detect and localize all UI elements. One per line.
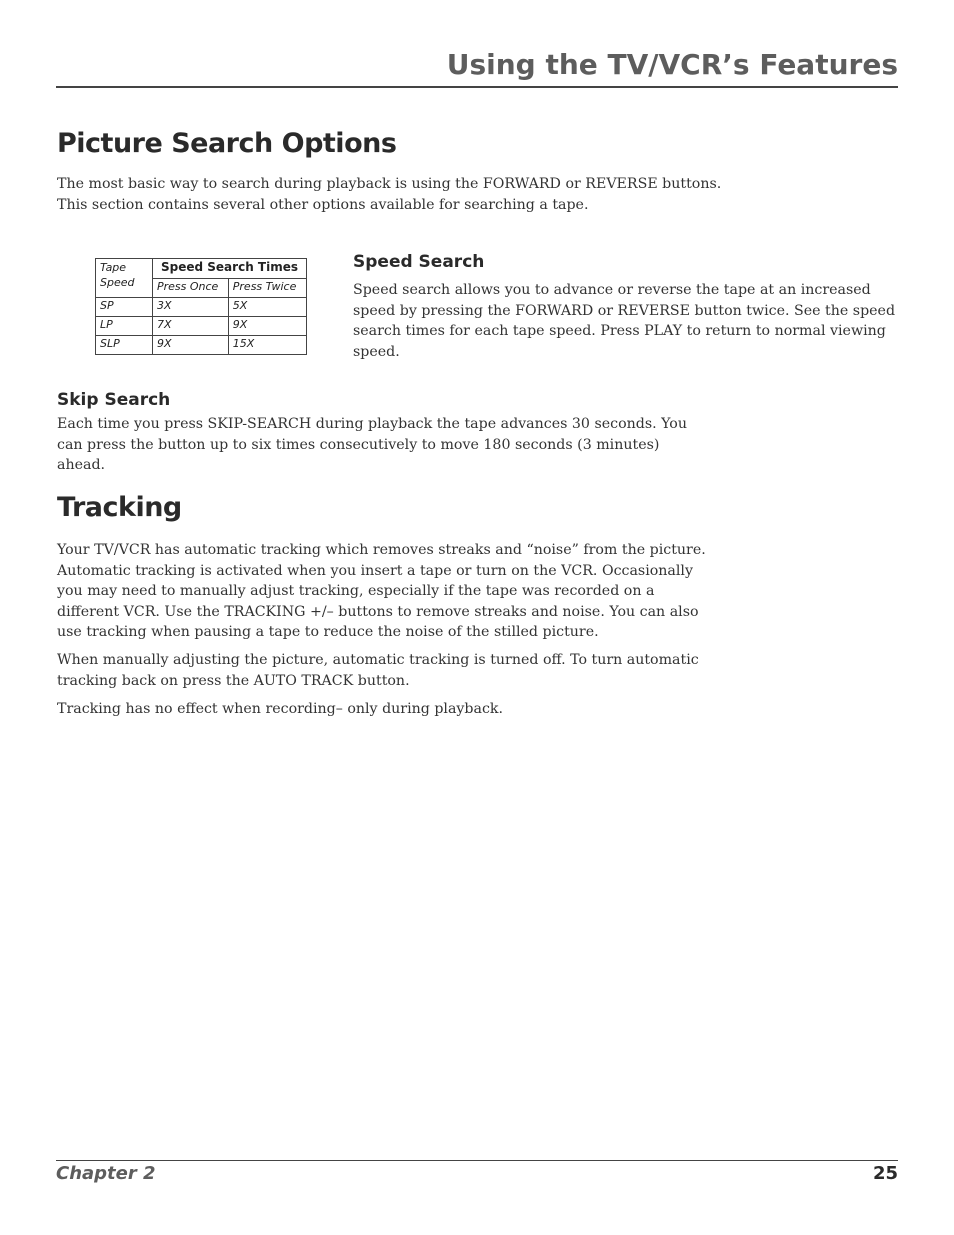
speed-search-body: Speed search allows you to advance or reverse the tape at an increased speed by pressing the FORWARD or REVERSE button twice. See the speed search times for each tape speed. Press PLAY to return to normal viewing speed. bbox=[353, 282, 896, 360]
tracking-paragraph-2: When manually adjusting the picture, automatic tracking is turned off. To turn automatic tracking back on press the AUTO TRACK button. bbox=[57, 652, 699, 689]
speed-label: Speed bbox=[100, 276, 135, 289]
press-once-cell: 7X bbox=[153, 317, 229, 336]
table-row bbox=[96, 298, 307, 317]
tape-speed-cell: SP bbox=[96, 298, 153, 317]
press-once-header: Press Once bbox=[153, 279, 229, 298]
picture-search-intro: The most basic way to search during playback is using the FORWARD or REVERSE buttons. This section contains several other options available for searching a tape. bbox=[57, 176, 722, 213]
tape-label: Tape bbox=[100, 261, 127, 274]
tracking-paragraph-3: Tracking has no effect when recording– only during playback. bbox=[57, 701, 504, 717]
tape-speed-cell: SLP bbox=[96, 336, 153, 355]
table-row bbox=[96, 317, 307, 336]
press-twice-cell: 5X bbox=[228, 298, 306, 317]
press-twice-cell: 15X bbox=[228, 336, 306, 355]
speed-search-times-header: Speed Search Times bbox=[153, 259, 307, 279]
header-rule bbox=[56, 86, 898, 88]
footer-rule bbox=[56, 1160, 898, 1161]
press-once-cell: 3X bbox=[153, 298, 229, 317]
skip-search-heading: Skip Search bbox=[57, 390, 171, 410]
footer-page-number: 25 bbox=[872, 1163, 898, 1184]
tape-speed-header bbox=[96, 259, 153, 298]
footer-chapter: Chapter 2 bbox=[56, 1163, 156, 1184]
speed-search-table bbox=[95, 258, 307, 355]
table-row bbox=[96, 336, 307, 355]
press-twice-header: Press Twice bbox=[228, 279, 306, 298]
page-header-title: Using the TV/VCR’s Features bbox=[446, 48, 898, 81]
tracking-heading: Tracking bbox=[57, 492, 182, 523]
speed-search-heading: Speed Search bbox=[353, 252, 485, 272]
skip-search-body: Each time you press SKIP-SEARCH during playback the tape advances 30 seconds. You can press the button up to six times consecutively to move 180 seconds (3 minutes) ahead. bbox=[57, 416, 687, 473]
tape-speed-cell: LP bbox=[96, 317, 153, 336]
press-once-cell: 9X bbox=[153, 336, 229, 355]
tracking-paragraph-1: Your TV/VCR has automatic tracking which removes streaks and “noise” from the picture. Automatic tracking is activated when you insert a tape or turn on the VCR. Occasionally you may need to manually adjust tracking, especially if the tape was recorded on a different VCR. Use the TRACKING +/– buttons to remove streaks and noise. You can also use tracking when pausing a tape to reduce the noise of the stilled picture. bbox=[57, 542, 706, 640]
picture-search-heading: Picture Search Options bbox=[57, 128, 397, 159]
press-twice-cell: 9X bbox=[228, 317, 306, 336]
